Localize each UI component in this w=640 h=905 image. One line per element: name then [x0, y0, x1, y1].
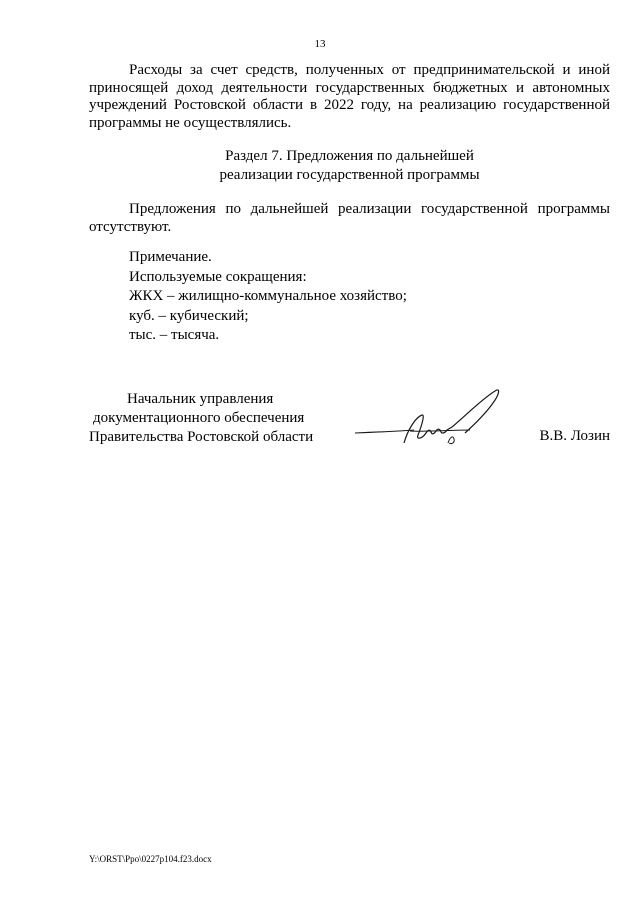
file-path: Y:\ORST\Ppo\0227p104.f23.docx [89, 854, 212, 864]
note-block [129, 248, 407, 346]
abbreviation-item: куб. – кубический; [129, 307, 249, 324]
proposals-paragraph: Предложения по дальнейшей реализации государственной программы отсутствуют. [89, 201, 610, 235]
note-title: Примечание. [129, 249, 212, 265]
expenses-paragraph: Расходы за счет средств, полученных от предпринимательской и иной приносящей доход деятельности государственных бюджетных и автономных учреждений Ростовской области в 2022 году, на реализацию государственной программы не осуществлялись. [89, 62, 610, 131]
signer-name: В.В. Лозин [539, 428, 610, 444]
page-number: 13 [314, 38, 326, 50]
section-heading [89, 147, 610, 185]
signer-position [89, 390, 329, 447]
section-heading-line-1: Раздел 7. Предложения по дальнейшей [225, 148, 474, 164]
signer-position-line-1: Начальник управления [127, 391, 274, 407]
abbreviation-item: ЖКХ – жилищно-коммунальное хозяйство; [129, 288, 407, 304]
handwritten-signature [352, 385, 512, 460]
signer-position-line-2: документационного обеспечения [93, 410, 305, 426]
note-subtitle: Используемые сокращения: [129, 268, 307, 285]
section-heading-line-2: реализации государственной программы [219, 167, 480, 183]
abbreviation-item: тыс. – тысяча. [129, 327, 220, 343]
signer-position-line-3: Правительства Ростовской области [89, 429, 314, 445]
